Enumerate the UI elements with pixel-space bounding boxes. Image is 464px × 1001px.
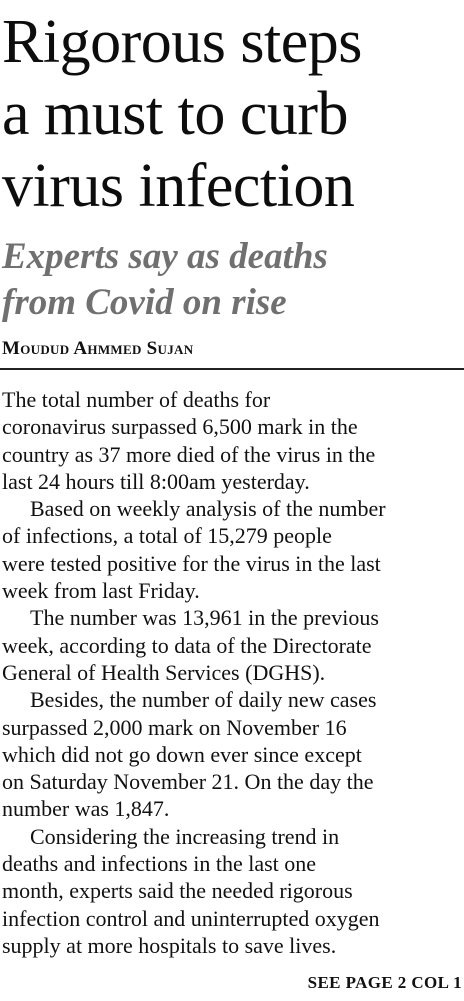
- text-line: infection control and uninterrupted oxygen: [2, 905, 380, 931]
- text-line: number was 1,847.: [2, 796, 170, 822]
- text-line: on Saturday November 21. On the day the: [2, 769, 374, 795]
- subheadline: [2, 234, 462, 326]
- text-line: General of Health Services (DGHS).: [2, 659, 326, 685]
- text-line: The total number of deaths for: [2, 387, 271, 412]
- text-line: which did not go down ever since except: [2, 741, 362, 767]
- paragraph: [2, 686, 464, 822]
- continuation-jump: SEE PAGE 2 COL 1: [307, 973, 462, 992]
- headline-line: a must to curb: [2, 80, 348, 148]
- paragraph: [2, 495, 464, 604]
- text-line: Considering the increasing trend in: [30, 823, 340, 849]
- paragraph: [2, 604, 464, 686]
- text-line: of infections, a total of 15,279 people: [2, 523, 332, 549]
- text-line: supply at more hospitals to save lives.: [2, 932, 337, 958]
- subheadline-line: Experts say as deaths: [2, 236, 328, 277]
- paragraph: [2, 386, 464, 495]
- headline-line: virus infection: [2, 152, 355, 220]
- headline: [2, 6, 462, 222]
- text-line: were tested positive for the virus in the last: [2, 550, 381, 576]
- subheadline-line: from Covid on rise: [2, 282, 287, 323]
- text-line: The number was 13,961 in the previous: [30, 605, 379, 631]
- text-line: deaths and infections in the last one: [2, 851, 317, 877]
- headline-line: Rigorous steps: [2, 8, 362, 76]
- text-line: week, according to data of the Directorate: [2, 632, 372, 658]
- text-line: country as 37 more died of the virus in the: [2, 441, 376, 467]
- paragraph: [2, 823, 464, 959]
- article-body: [2, 386, 464, 959]
- text-line: last 24 hours till 8:00am yesterday.: [2, 468, 310, 494]
- text-line: month, experts said the needed rigorous: [2, 878, 353, 904]
- text-line: Based on weekly analysis of the number: [30, 496, 386, 522]
- byline: Moudud Ahmmed Sujan: [2, 338, 194, 359]
- text-line: week from last Friday.: [2, 578, 200, 604]
- text-line: surpassed 2,000 mark on November 16: [2, 714, 347, 740]
- text-line: coronavirus surpassed 6,500 mark in the: [2, 414, 358, 440]
- byline-divider: [0, 368, 464, 370]
- text-line: Besides, the number of daily new cases: [30, 687, 377, 713]
